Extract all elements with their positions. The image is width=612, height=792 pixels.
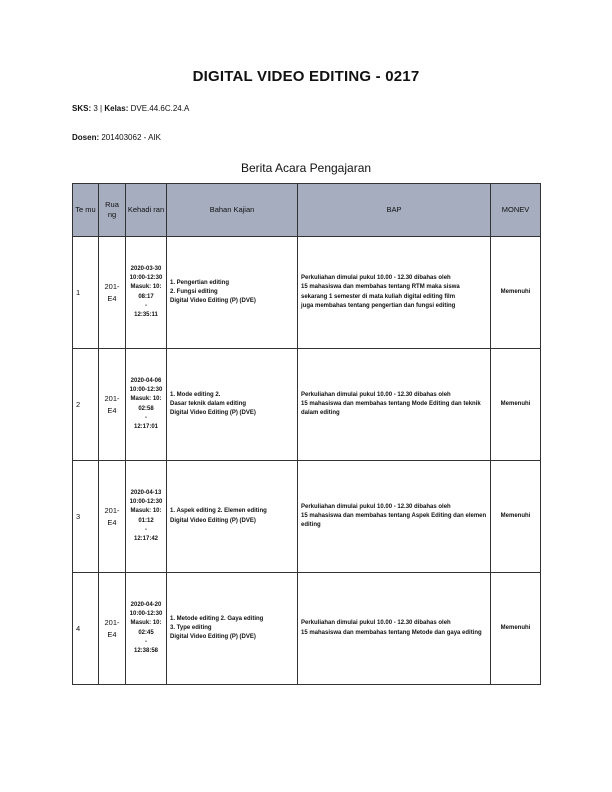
bap-line: 15 mahasiswa dan membahas tentang Aspek Editing dan elemen editing xyxy=(301,512,487,529)
cell-ruang: 201-E4 xyxy=(99,349,126,461)
teaching-log-table xyxy=(72,183,541,685)
cell-bahan-kajian xyxy=(167,573,298,685)
bahan-line: 3. Type editing xyxy=(170,624,212,631)
kehadiran-separator: - xyxy=(145,638,147,645)
cell-ruang: 201-E4 xyxy=(99,237,126,349)
bahan-line: 1. Aspek editing 2. Elemen editing xyxy=(170,508,267,515)
bahan-line: Digital Video Editing (P) (DVE) xyxy=(170,298,256,305)
kehadiran-time: 10:00-12:30 xyxy=(129,498,163,505)
bap-line: Perkuliahan dimulai pukul 10.00 - 12.30 dibahas oleh xyxy=(301,391,451,398)
cell-monev: Memenuhi xyxy=(491,237,541,349)
kehadiran-keluar: 12:35:11 xyxy=(134,312,158,319)
kehadiran-date: 2020-04-06 xyxy=(130,377,162,384)
cell-bahan-kajian xyxy=(167,461,298,573)
kehadiran-masuk: Masuk: 10:02:58 xyxy=(130,396,162,412)
cell-bap xyxy=(298,573,491,685)
cell-kehadiran xyxy=(126,573,167,685)
col-bahan-kajian: Bahan Kajian xyxy=(167,184,298,237)
cell-bap xyxy=(298,237,491,349)
sks-label: SKS: xyxy=(72,104,92,113)
table-row xyxy=(73,237,541,349)
kehadiran-separator: - xyxy=(145,302,147,309)
table-header-row xyxy=(73,184,541,237)
cell-bahan-kajian xyxy=(167,237,298,349)
bap-line: 15 mahasiswa dan membahas tentang RTM maka siswa sekarang 1 semester di mata kuliah digital editing film xyxy=(301,284,460,300)
sks-value: 3 xyxy=(93,104,98,113)
cell-ruang: 201-E4 xyxy=(99,461,126,573)
cell-temu: 2 xyxy=(73,349,99,461)
cell-temu: 3 xyxy=(73,461,99,573)
col-monev: MONEV xyxy=(491,184,541,237)
bahan-line: 2. Fungsi editing xyxy=(170,288,218,295)
bap-line: Perkuliahan dimulai pukul 10.00 - 12.30 dibahas oleh xyxy=(301,620,451,627)
cell-bahan-kajian xyxy=(167,349,298,461)
kehadiran-time: 10:00-12:30 xyxy=(129,274,163,281)
col-ruang: Rua ng xyxy=(99,184,126,237)
cell-bap xyxy=(298,461,491,573)
cell-temu: 1 xyxy=(73,237,99,349)
dosen-label: Dosen: xyxy=(72,133,100,142)
col-temu: Te mu xyxy=(73,184,99,237)
bahan-line: Digital Video Editing (P) (DVE) xyxy=(170,517,256,524)
kehadiran-time: 10:00-12:30 xyxy=(129,386,163,393)
kehadiran-masuk: Masuk: 10:08:17 xyxy=(130,284,162,300)
bahan-line: 1. Pengertian editing xyxy=(170,279,230,286)
kehadiran-masuk: Masuk: 10:02:45 xyxy=(130,620,162,636)
kehadiran-separator: - xyxy=(145,526,147,533)
lecturer-info xyxy=(72,133,161,142)
cell-bap xyxy=(298,349,491,461)
cell-ruang: 201-E4 xyxy=(99,573,126,685)
bap-line: 15 mahasiswa dan membahas tentang Mode Editing dan teknik dalam editing xyxy=(301,400,481,417)
bahan-line: Digital Video Editing (P) (DVE) xyxy=(170,634,256,641)
kehadiran-date: 2020-04-13 xyxy=(130,489,162,496)
table-row xyxy=(73,461,541,573)
cell-monev: Memenuhi xyxy=(491,573,541,685)
cell-temu: 4 xyxy=(73,573,99,685)
bap-line: juga membahas tentang pengertian dan fungsi editing xyxy=(301,302,456,309)
col-bap: BAP xyxy=(298,184,491,237)
bahan-line: Dasar teknik dalam editing xyxy=(170,400,247,407)
bahan-line: 1. Mode editing 2. xyxy=(170,391,221,398)
kelas-value: DVE.44.6C.24.A xyxy=(130,104,190,113)
bap-line: 15 mahasiswa dan membahas tentang Metode dan gaya editing xyxy=(301,629,482,636)
kehadiran-date: 2020-04-20 xyxy=(130,601,162,608)
bap-line: Perkuliahan dimulai pukul 10.00 - 12.30 dibahas oleh xyxy=(301,274,451,281)
kehadiran-time: 10:00-12:30 xyxy=(129,610,163,617)
cell-kehadiran xyxy=(126,461,167,573)
kehadiran-keluar: 12:17:42 xyxy=(133,536,159,543)
kehadiran-masuk: Masuk: 10:01:12 xyxy=(130,508,162,524)
kehadiran-keluar: 12:17:01 xyxy=(133,424,159,431)
section-title: Berita Acara Pengajaran xyxy=(240,161,372,175)
cell-kehadiran xyxy=(126,349,167,461)
cell-kehadiran xyxy=(126,237,167,349)
cell-monev: Memenuhi xyxy=(491,461,541,573)
bahan-line: 1. Metode editing 2. Gaya editing xyxy=(170,615,264,622)
dosen-value: 201403062 - AIK xyxy=(101,133,161,142)
bahan-line: Digital Video Editing (P) (DVE) xyxy=(170,410,256,417)
kehadiran-keluar: 12:38:58 xyxy=(133,648,159,655)
kehadiran-separator: - xyxy=(145,414,147,421)
kelas-label: Kelas: xyxy=(104,104,129,113)
bap-line: Perkuliahan dimulai pukul 10.00 - 12.30 dibahas oleh xyxy=(301,503,451,510)
kehadiran-date: 2020-03-30 xyxy=(130,265,162,272)
document-title: DIGITAL VIDEO EDITING - 0217 xyxy=(192,68,420,85)
table-row xyxy=(73,573,541,685)
col-kehadiran: Kehadi ran xyxy=(126,184,167,237)
table-row xyxy=(73,349,541,461)
cell-monev: Memenuhi xyxy=(491,349,541,461)
course-info: SKS: 3 | Kelas: DVE.44.6C.24.A xyxy=(72,104,190,113)
